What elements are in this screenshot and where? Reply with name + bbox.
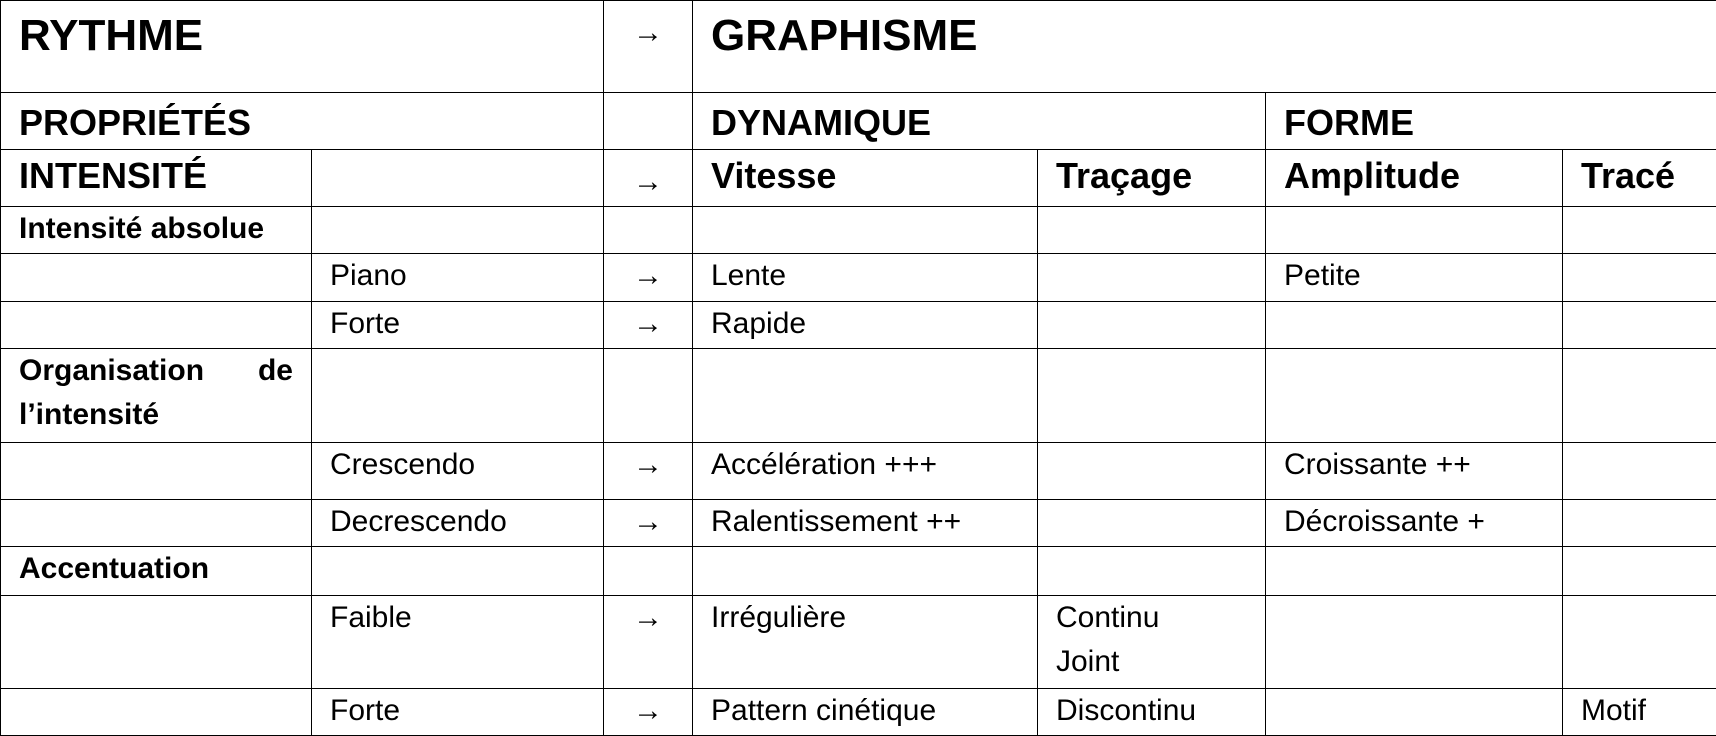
empty-cell bbox=[693, 349, 1038, 443]
empty-cell bbox=[1563, 547, 1716, 596]
sub-label: Crescendo bbox=[312, 443, 604, 500]
arrow-icon: → bbox=[604, 302, 693, 349]
empty-cell bbox=[1, 443, 312, 500]
vitesse-cell: Accélération +++ bbox=[693, 443, 1038, 500]
empty-cell bbox=[1, 302, 312, 349]
empty-cell bbox=[1266, 349, 1563, 443]
tracage-cell bbox=[1038, 254, 1266, 302]
sub-label: Faible bbox=[312, 596, 604, 689]
table-row bbox=[1, 302, 1716, 349]
arrow-icon: → bbox=[604, 500, 693, 547]
tracage-cell bbox=[1038, 500, 1266, 547]
amplitude-cell bbox=[1266, 689, 1563, 736]
arrow-icon: → bbox=[604, 596, 693, 689]
arrow-icon: → bbox=[604, 689, 693, 736]
section-label-accentuation: Accentuation bbox=[1, 547, 312, 596]
section-label-absolue: Intensité absolue bbox=[1, 207, 312, 254]
vitesse-cell: Pattern cinétique bbox=[693, 689, 1038, 736]
tracage-line: Continu bbox=[1056, 601, 1160, 634]
trace-header: Tracé bbox=[1563, 150, 1716, 207]
trace-cell bbox=[1563, 302, 1716, 349]
empty-cell bbox=[1, 689, 312, 736]
trace-cell bbox=[1563, 254, 1716, 302]
rythme-heading: RYTHME bbox=[1, 1, 604, 93]
vitesse-cell: Lente bbox=[693, 254, 1038, 302]
section-row bbox=[1, 207, 1716, 254]
arrow-icon: → bbox=[604, 443, 693, 500]
section-label-line: Organisation de bbox=[19, 354, 293, 387]
table-row bbox=[1, 254, 1716, 302]
vitesse-header: Vitesse bbox=[693, 150, 1038, 207]
title-row bbox=[1, 1, 1716, 93]
trace-cell bbox=[1563, 596, 1716, 689]
arrow-icon: → bbox=[604, 254, 693, 302]
vitesse-cell: Rapide bbox=[693, 302, 1038, 349]
empty-cell bbox=[1563, 349, 1716, 443]
empty-cell bbox=[1038, 207, 1266, 254]
section-label-organisation bbox=[1, 349, 312, 443]
sub-label: Forte bbox=[312, 689, 604, 736]
tracage-line: Joint bbox=[1056, 645, 1120, 678]
section-row bbox=[1, 547, 1716, 596]
tracage-cell: Discontinu bbox=[1038, 689, 1266, 736]
empty-cell bbox=[604, 93, 693, 150]
empty-cell bbox=[312, 349, 604, 443]
column-header-row bbox=[1, 150, 1716, 207]
empty-cell bbox=[604, 547, 693, 596]
empty-cell bbox=[312, 547, 604, 596]
amplitude-cell bbox=[1266, 596, 1563, 689]
empty-cell bbox=[312, 207, 604, 254]
amplitude-cell: Décroissante + bbox=[1266, 500, 1563, 547]
amplitude-cell: Petite bbox=[1266, 254, 1563, 302]
empty-cell bbox=[604, 207, 693, 254]
empty-cell bbox=[693, 547, 1038, 596]
empty-cell bbox=[1, 500, 312, 547]
section-label-line: l’intensité bbox=[19, 398, 160, 431]
amplitude-header: Amplitude bbox=[1266, 150, 1563, 207]
section-row bbox=[1, 349, 1716, 443]
trace-cell: Motif bbox=[1563, 689, 1716, 736]
table-row bbox=[1, 596, 1716, 689]
arrow-icon: → bbox=[604, 150, 693, 207]
vitesse-cell: Ralentissement ++ bbox=[693, 500, 1038, 547]
tracage-header: Traçage bbox=[1038, 150, 1266, 207]
sub-label: Forte bbox=[312, 302, 604, 349]
vitesse-cell: Irrégulière bbox=[693, 596, 1038, 689]
empty-cell bbox=[1266, 207, 1563, 254]
table-row bbox=[1, 443, 1716, 500]
empty-cell bbox=[604, 349, 693, 443]
sub-label: Piano bbox=[312, 254, 604, 302]
graphisme-heading: GRAPHISME bbox=[693, 1, 1716, 93]
group-row bbox=[1, 93, 1716, 150]
empty-cell bbox=[1266, 547, 1563, 596]
arrow-icon: → bbox=[604, 1, 693, 93]
empty-cell bbox=[1038, 547, 1266, 596]
table-row bbox=[1, 689, 1716, 736]
proprietes-heading: PROPRIÉTÉS bbox=[1, 93, 604, 150]
trace-cell bbox=[1563, 500, 1716, 547]
sub-label: Decrescendo bbox=[312, 500, 604, 547]
intensite-heading: INTENSITÉ bbox=[1, 150, 312, 207]
tracage-cell bbox=[1038, 596, 1266, 689]
empty-cell bbox=[1563, 207, 1716, 254]
table-row bbox=[1, 500, 1716, 547]
trace-cell bbox=[1563, 443, 1716, 500]
tracage-cell bbox=[1038, 302, 1266, 349]
empty-cell bbox=[1, 254, 312, 302]
forme-heading: FORME bbox=[1266, 93, 1716, 150]
tracage-cell bbox=[1038, 443, 1266, 500]
amplitude-cell bbox=[1266, 302, 1563, 349]
empty-cell bbox=[1038, 349, 1266, 443]
empty-cell bbox=[1, 596, 312, 689]
dynamique-heading: DYNAMIQUE bbox=[693, 93, 1266, 150]
empty-cell bbox=[693, 207, 1038, 254]
empty-cell bbox=[312, 150, 604, 207]
amplitude-cell: Croissante ++ bbox=[1266, 443, 1563, 500]
